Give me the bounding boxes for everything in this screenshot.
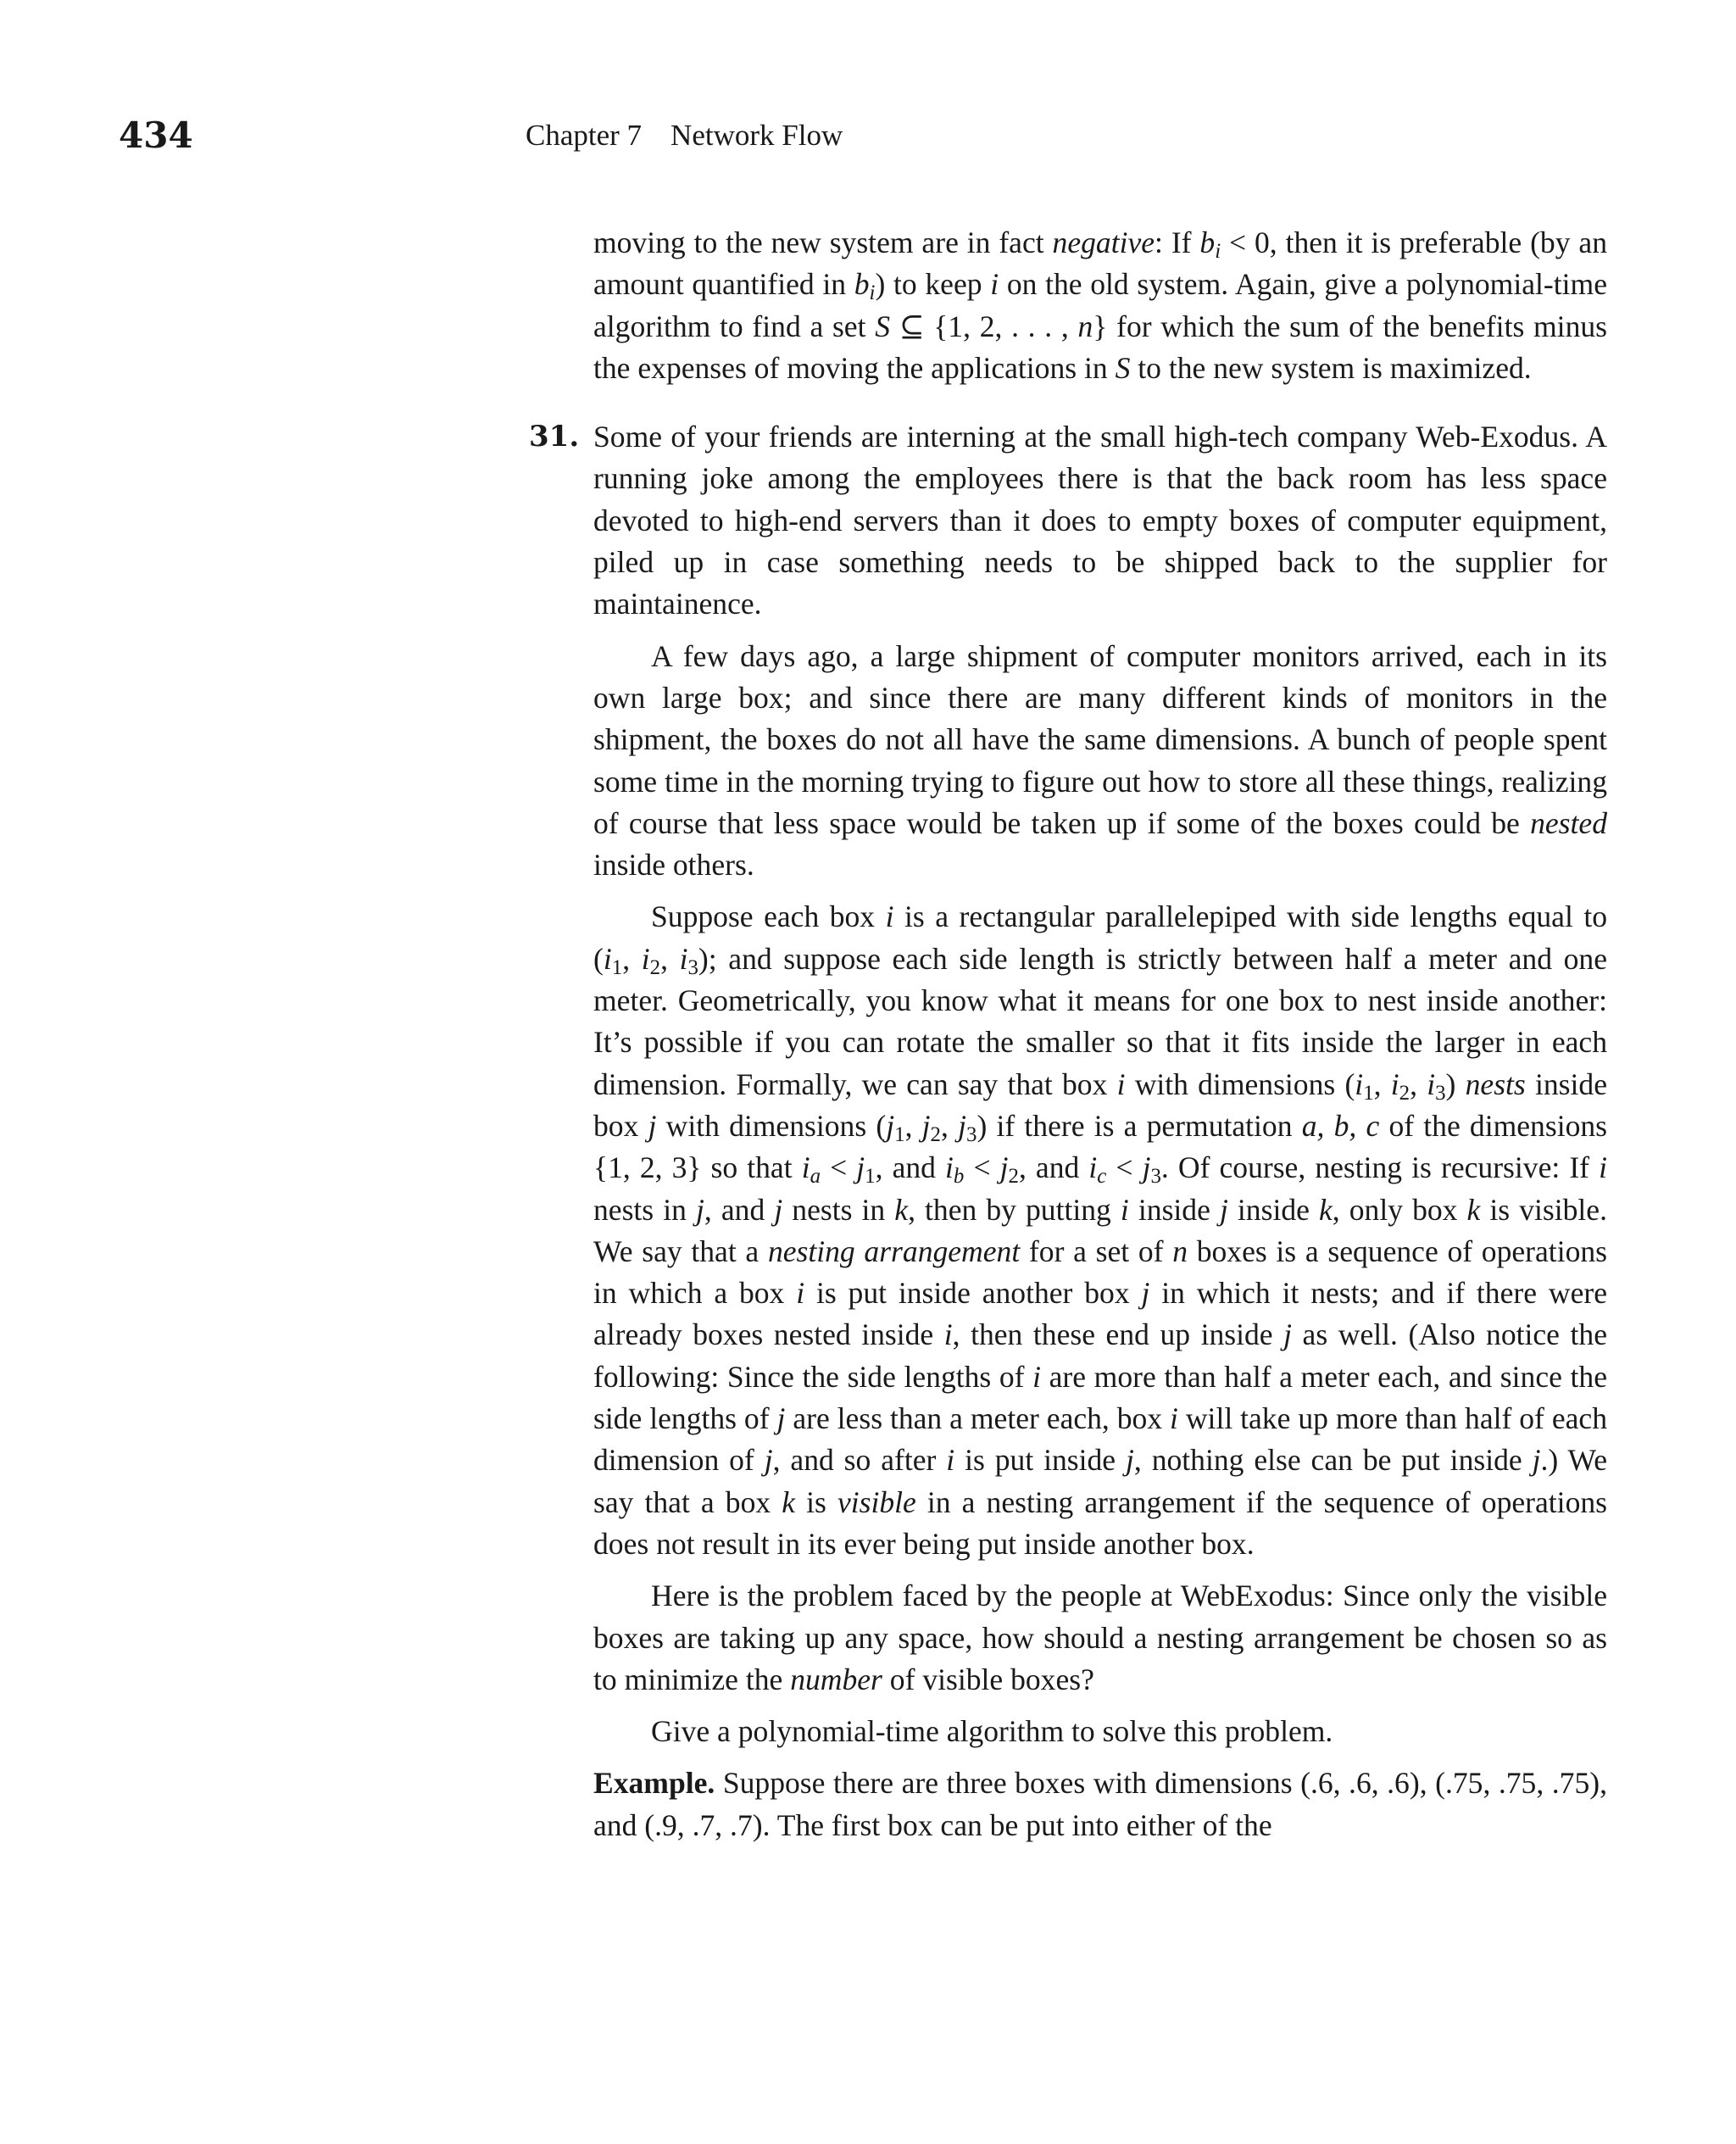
chapter-label: Chapter 7 xyxy=(526,119,643,152)
page-body xyxy=(529,222,1607,1846)
example-paragraph: Example. Suppose there are three boxes with dimensions (.6, .6, .6), (.75, .75, .75), and (.9, .7, .7). The first box can be put into either of the xyxy=(593,1766,1607,1842)
problem-31-intro: 31. Some of your friends are interning at the small high-tech company Web-Exodus. A running joke among the employees there is that the back room has less space devoted to high-end servers than it does to empty boxes of computer equipment, piled up in case something needs to be shipped back to the supplier for maintainence. xyxy=(593,416,1607,625)
running-head xyxy=(526,110,843,161)
paragraph-problem-statement: Here is the problem faced by the people at WebExodus: Since only the visible boxes are taking up any space, how should a nesting arrangement be chosen so as to minimize the number of visible boxes? xyxy=(593,1579,1607,1696)
example-label: Example. xyxy=(593,1766,715,1801)
paragraph-definition: Suppose each box i is a rectangular parallelepiped with side lengths equal to ($i_1$, $i_2$, $i_3$); and suppose each side length is strictly between half a meter and one meter. Geometrically, you know what it means for one box to nest inside another: It’s possible if you can rotate the smaller so that it fits inside the larger in each dimension. Formally, we can say that box i with dimensions ($i_1$, $i_2$, $i_3$) nests inside box j with dimensions ($j_1$, $j_2$, $j_3$) if there is a permutation a, b, c of the dimensions {1, 2, 3} so that $i_a < j_1$, and $i_b < j_2$, and $i_c < j_3$. Of course, nesting is recursive: If i nests in j, and j nests in k, then by putting i inside j inside k, only box k is visible. We say that a nesting arrangement for a set of n boxes is a sequence of operations in which a box i is put inside another box j in which it nests; and if there were already boxes nested inside i, then these end up inside j as well. (Also notice the following: Since the side lengths of i are more than half a meter each, and since the side lengths of j are less than a meter each, box i will take up more than half of each dimension of j, and so after i is put inside j, nothing else can be put inside j.) We say that a box k is visible in a nesting arrangement if the sequence of operations does not result in its ever being put inside another box. xyxy=(593,899,1607,1561)
paragraph-shipment: A few days ago, a large shipment of computer monitors arrived, each in its own large box; and since there are many different kinds of monitors in the shipment, the boxes do not all have the same dimensions. A bunch of people spent some time in the morning trying to figure out how to store all these things, realizing of course that less space would be taken up if some of the boxes could be nested inside others. xyxy=(593,638,1607,883)
continuation-paragraph: moving to the new system are in fact negative: If $b_i < 0$, then it is preferable (by an amount quantified in $b_i$) to keep i on the old system. Again, give a polynomial-time algorithm to find a set S ⊆ {1, 2, . . . , n} for which the sum of the benefits minus the expenses of moving the applications in S to the new system is maximized. xyxy=(593,226,1607,385)
page-number: 434 xyxy=(119,114,193,156)
running-header xyxy=(0,110,1736,161)
problem-number: 31. xyxy=(529,420,580,454)
paragraph-task: Give a polynomial-time algorithm to solve this problem. xyxy=(651,1714,1333,1749)
chapter-title: Network Flow xyxy=(670,119,843,152)
